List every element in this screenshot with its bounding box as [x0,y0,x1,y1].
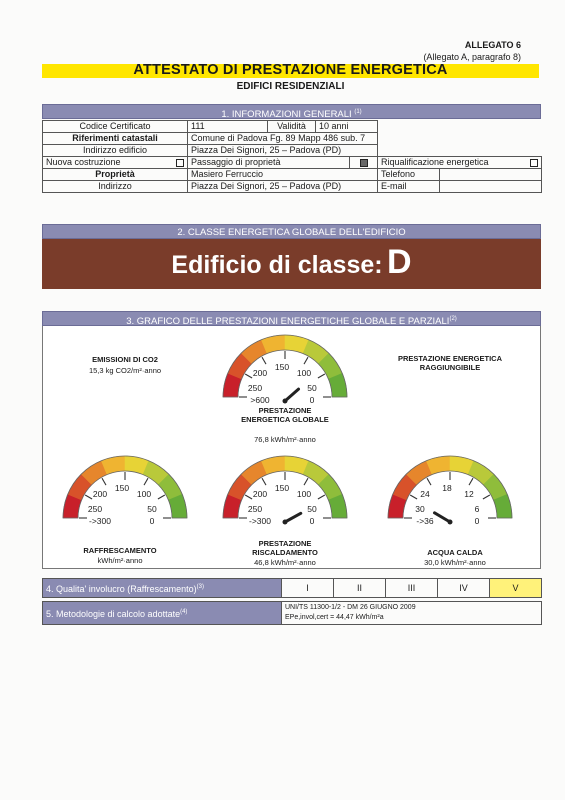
gauge-tick-label: 0 [149,516,155,526]
gauge-tick [304,357,308,364]
indirizzo-edificio-label: Indirizzo edificio [43,145,188,157]
gauge-tick-label: 250 [247,383,263,393]
gauge-tick [318,374,325,378]
gauge-tick [262,357,266,364]
gauge-tick-label: 50 [307,383,317,393]
gauge-tick-label: 150 [274,483,290,493]
gauge [223,335,347,405]
gauge-tick [262,478,266,485]
gauge-tick [410,495,417,499]
metodologie-line-1: UNI/TS 11300-1/2 - DM 26 GIUGNO 2009 [285,604,416,611]
section-1-title: 1. INFORMAZIONI GENERALI [221,109,352,121]
gauge-needle [285,389,299,401]
indirizzo-edificio-value: Piazza Dei Signori, 25 – Padova (PD) [188,145,378,157]
gauge-tick-label: 150 [114,483,130,493]
gauge-tick-label: >600 [250,395,270,405]
gauge-tick-label: 18 [442,483,452,493]
gauge-needle [435,513,450,522]
gauge-tick-label: 200 [252,368,268,378]
gauge-tick-label: ->300 [89,516,111,526]
gauge-tick [102,478,106,485]
gauge-tick-label: 50 [147,504,157,514]
gauge-tick-label: 12 [464,489,474,499]
gauge-tick [144,478,148,485]
globale-label-1: PRESTAZIONE [258,406,312,415]
section-1-note: (1) [354,109,362,115]
gauge-tick [469,478,473,485]
indirizzo-label: Indirizzo [43,181,188,193]
gauge-tick-label: ->300 [249,516,271,526]
allegato-number: ALLEGATO 6 [464,40,521,50]
section-2-header: 2. CLASSE ENERGETICA GLOBALE DELL'EDIFICIO [42,224,541,239]
gauge-tick-label: 30 [415,504,425,514]
gauge-tick-label: 150 [274,362,290,372]
gauge-tick-label: 0 [309,516,315,526]
section-5-label: 5. Metodologie di calcolo adottate$^{(4)}$ [43,602,282,625]
gauge-hub [448,520,453,525]
validita-label: Validità [268,121,316,133]
qualita-involucro-table [42,578,542,598]
gauge [223,456,347,526]
gauge-tick [245,495,252,499]
indirizzo-value: Piazza Dei Signori, 25 – Padova (PD) [188,181,378,193]
codice-label: Codice Certificato [43,121,188,133]
gauge-tick-label: 200 [252,489,268,499]
class-cell: IV [438,579,490,598]
gauge-tick-label: 100 [296,368,312,378]
gauge-tick [318,495,325,499]
gauge-tick [245,374,252,378]
gauge-tick-label: 24 [420,489,430,499]
gauge-tick-label: 0 [474,516,480,526]
allegato-reference: (Allegato A, paragrafo 8) [423,52,521,62]
gauge-tick-label: 0 [309,395,315,405]
acqua-calda-value: 30,0 kWh/m²·anno [424,558,486,567]
gauge-tick-label: 100 [136,489,152,499]
gauge-tick-label: 250 [87,504,103,514]
globale-label-2: ENERGETICA GLOBALE [241,415,329,424]
gauge-hub [283,399,288,404]
emissioni-value: 15,3 kg CO2/m²·anno [88,366,162,375]
gauge [388,456,512,526]
raffrescamento-value: kWh/m²·anno [97,556,143,565]
raggiungibile-label: PRESTAZIONE ENERGETICA RAGGIUNGIBILE [397,354,503,372]
globale-value: 76,8 kWh/m²·anno [254,435,316,444]
gauge-tick-label: 50 [307,504,317,514]
passaggio-label: Passaggio di proprietà [188,157,350,169]
section-4-label: 4. Qualita' involucro (Raffrescamento)$^{(3)}$ [43,579,282,598]
class-cell: II [334,579,386,598]
acqua-calda-label: ACQUA CALDA [427,548,483,557]
gauge-tick [85,495,92,499]
metodologie-table [42,601,542,625]
validita-value: 10 anni [316,121,378,133]
catastali-value: Comune di Padova Fg. 89 Mapp 486 sub. 7 [188,133,378,145]
telefono-label: Telefono [378,169,440,181]
class-cell: V [490,579,542,598]
gauge-tick [304,478,308,485]
proprieta-label: Proprietà [43,169,188,181]
gauge-tick [483,495,490,499]
codice-value: 111 [188,121,268,133]
email-label: E-mail [378,181,440,193]
gauge-tick [427,478,431,485]
proprieta-value: Masiero Ferruccio [188,169,378,181]
classe-text: Edificio di classe: D [171,243,412,281]
gauge [63,456,187,526]
gauge-hub [283,520,288,525]
document-title: ATTESTATO DI PRESTAZIONE ENERGETICA [133,62,448,78]
section-3-title: 3. GRAFICO DELLE PRESTAZIONI ENERGETICHE GLOBALE E PARZIALI [126,316,450,328]
document-subtitle: EDIFICI RESIDENZIALI [236,81,345,92]
gauge-needle [285,513,301,522]
emissioni-label: EMISSIONI DI CO2 [92,355,158,364]
gauge-tick-label: 100 [296,489,312,499]
gauge-tick-label: 200 [92,489,108,499]
class-cell: III [386,579,438,598]
riscaldamento-value: 46,8 kWh/m²·anno [254,558,316,567]
gauge-tick [158,495,165,499]
riscaldamento-label-1: PRESTAZIONE [258,539,312,548]
section-3-note: (2) [449,316,457,322]
classe-value: D [387,243,412,281]
classe-prefix: Edificio di classe [171,251,375,279]
gauge-tick-label: 250 [247,504,263,514]
metodologie-line-2: EPe,invol,cert = 44,47 kWh/m²a [285,614,384,621]
class-cell: I [282,579,334,598]
riscaldamento-label-2: RISCALDAMENTO [252,548,318,557]
nuova-costruzione-label: Nuova costruzione [46,157,121,167]
gauge-tick-label: 6 [474,504,480,514]
gauge-tick-label: ->36 [416,516,434,526]
metodologie-value [282,602,542,625]
raffrescamento-label: RAFFRESCAMENTO [83,546,157,555]
riqualificazione-label: Riqualificazione energetica [381,157,489,167]
catastali-label: Riferimenti catastali [43,133,188,145]
